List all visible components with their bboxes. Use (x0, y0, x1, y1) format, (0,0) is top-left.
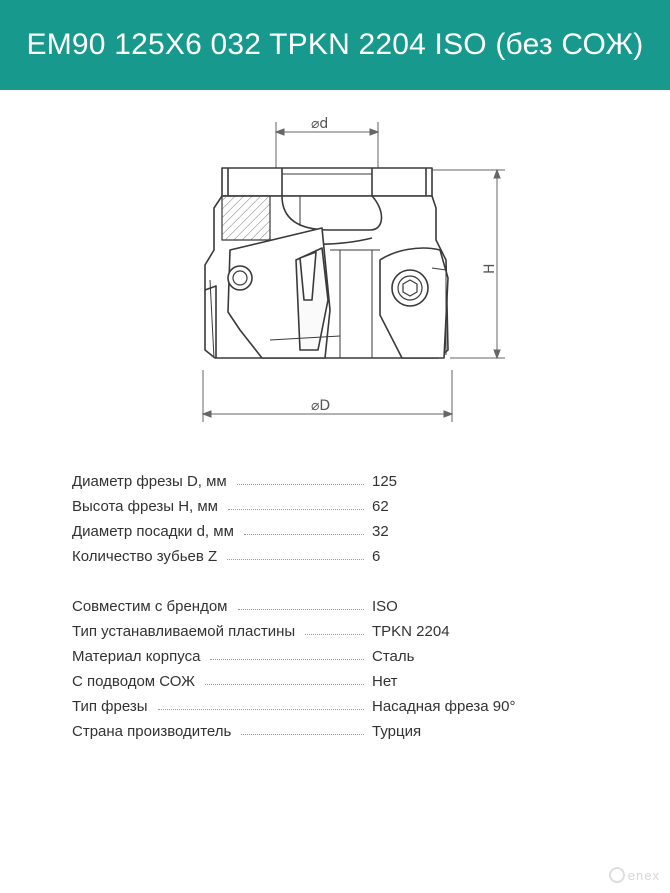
spec-dots (210, 659, 364, 660)
spec-label: Высота фрезы H, мм (72, 498, 218, 515)
spec-row (72, 491, 532, 515)
logo-text: enex (627, 867, 660, 883)
spec-value: Турция (372, 723, 422, 740)
footer-logo (609, 867, 660, 883)
spec-row (72, 641, 532, 665)
spec-dots (305, 634, 364, 635)
cutter-body (205, 168, 448, 358)
page-header (0, 0, 670, 90)
spec-value: 6 (372, 548, 381, 565)
spec-value: 32 (372, 523, 389, 540)
spec-label: Количество зубьев Z (72, 548, 218, 565)
spec-row (72, 716, 532, 740)
spec-row (72, 691, 532, 715)
spec-dots (237, 484, 364, 485)
spec-value: 125 (372, 473, 398, 490)
dimension-d-label: ⌀d (311, 116, 329, 132)
spec-row (72, 616, 532, 640)
spec-dots (227, 559, 364, 560)
spec-label: С подводом СОЖ (72, 673, 195, 690)
spec-row (72, 666, 532, 690)
dimension-big-d (203, 370, 452, 422)
spec-dots (244, 534, 364, 535)
spec-label: Страна производитель (72, 723, 232, 740)
spec-label: Материал корпуса (72, 648, 201, 665)
spec-value: TPKN 2204 (372, 623, 450, 640)
dimension-h-label: H (482, 263, 498, 274)
spec-row (72, 591, 532, 615)
spec-dots (205, 684, 364, 685)
spec-row (72, 516, 532, 540)
spec-label: Диаметр фрезы D, мм (72, 473, 227, 490)
spec-dots (238, 609, 365, 610)
spec-value: ISO (372, 598, 398, 615)
dimension-big-d-label: ⌀D (311, 398, 331, 414)
spec-value: Сталь (372, 648, 415, 665)
spec-row (72, 541, 532, 565)
spec-dots (241, 734, 364, 735)
spec-dots (228, 509, 364, 510)
page-title: EM90 125X6 032 TPKN 2204 ISO (без СОЖ) (26, 28, 644, 61)
spec-label: Диаметр посадки d, мм (72, 523, 234, 540)
spec-label: Тип фрезы (72, 698, 148, 715)
spec-row (72, 466, 532, 490)
spec-dots (158, 709, 364, 710)
spec-value: 62 (372, 498, 389, 515)
spec-value: Насадная фреза 90° (372, 698, 516, 715)
spec-value: Нет (372, 673, 398, 690)
milling-cutter-drawing (0, 100, 670, 440)
enex-logo-icon (609, 867, 625, 883)
spec-label: Тип устанавливаемой пластины (72, 623, 296, 640)
spec-label: Совместим с брендом (72, 598, 228, 615)
